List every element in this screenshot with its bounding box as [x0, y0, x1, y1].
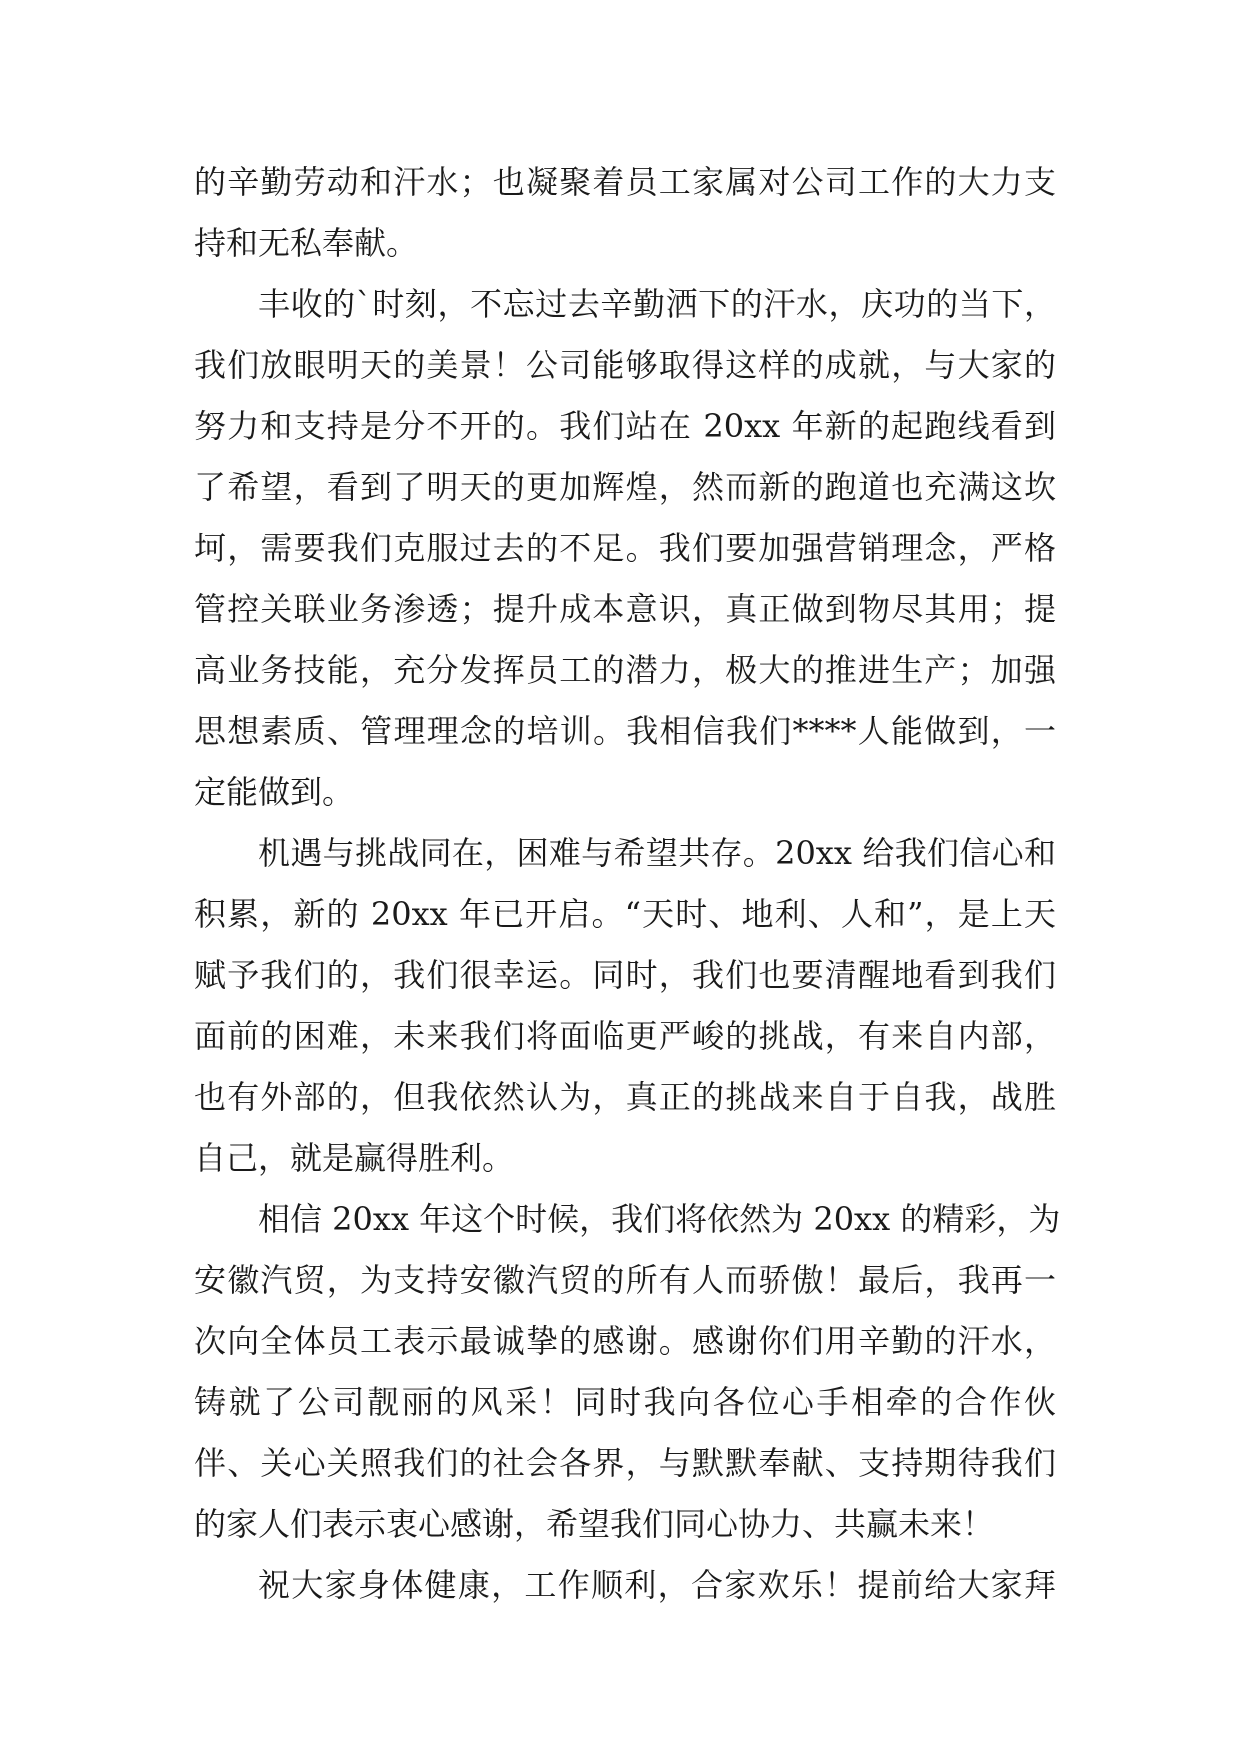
- text-line: 铸就了公司靓丽的风采！同时我向各位心手相牵的合作伙: [194, 1383, 1056, 1421]
- text-line: 伴、关心关照我们的社会各界，与默默奉献、支持期待我们: [194, 1444, 1056, 1482]
- paragraph-first-line: 相信 20xx 年这个时候，我们将依然为 20xx 的精彩，为: [258, 1200, 1061, 1238]
- text-line: 思想素质、管理理念的培训。我相信我们****人能做到，一: [194, 712, 1056, 750]
- text-line: 积累，新的 20xx 年已开启。“天时、地利、人和”，是上天: [194, 895, 1056, 933]
- text-line: 也有外部的，但我依然认为，真正的挑战来自于自我，战胜: [194, 1078, 1056, 1116]
- text-line: 持和无私奉献。: [194, 224, 419, 262]
- text-line: 定能做到。: [194, 773, 355, 811]
- text-line: 安徽汽贸，为支持安徽汽贸的所有人而骄傲！最后，我再一: [194, 1261, 1056, 1299]
- text-line: 我们放眼明天的美景！公司能够取得这样的成就，与大家的: [194, 346, 1056, 384]
- text-line: 高业务技能，充分发挥员工的潜力，极大的推进生产；加强: [194, 651, 1056, 689]
- text-line: 坷，需要我们克服过去的不足。我们要加强营销理念，严格: [194, 529, 1056, 567]
- text-line: 的家人们表示衷心感谢，希望我们同心协力、共赢未来！: [194, 1505, 995, 1543]
- text-line: 次向全体员工表示最诚挚的感谢。感谢你们用辛勤的汗水，: [194, 1322, 1056, 1360]
- text-line: 管控关联业务渗透；提升成本意识，真正做到物尽其用；提: [194, 590, 1056, 628]
- text-line: 赋予我们的，我们很幸运。同时，我们也要清醒地看到我们: [194, 956, 1056, 994]
- text-line: 自己，就是赢得胜利。: [194, 1139, 515, 1177]
- text-line: 努力和支持是分不开的。我们站在 20xx 年新的起跑线看到: [194, 407, 1056, 445]
- text-line: 了希望，看到了明天的更加辉煌，然而新的跑道也充满这坎: [194, 468, 1056, 506]
- text-line: 面前的困难，未来我们将面临更严峻的挑战，有来自内部，: [194, 1017, 1056, 1055]
- paragraph-first-line: 祝大家身体健康，工作顺利，合家欢乐！提前给大家拜: [258, 1566, 1056, 1604]
- body-text: [194, 152, 1061, 1616]
- paragraph-first-line: 丰收的`时刻，不忘过去辛勤洒下的汗水，庆功的当下，: [258, 285, 1056, 323]
- text-line: 的辛勤劳动和汗水；也凝聚着员工家属对公司工作的大力支: [194, 163, 1056, 201]
- paragraph-first-line: 机遇与挑战同在，困难与希望共存。20xx 给我们信心和: [258, 834, 1056, 872]
